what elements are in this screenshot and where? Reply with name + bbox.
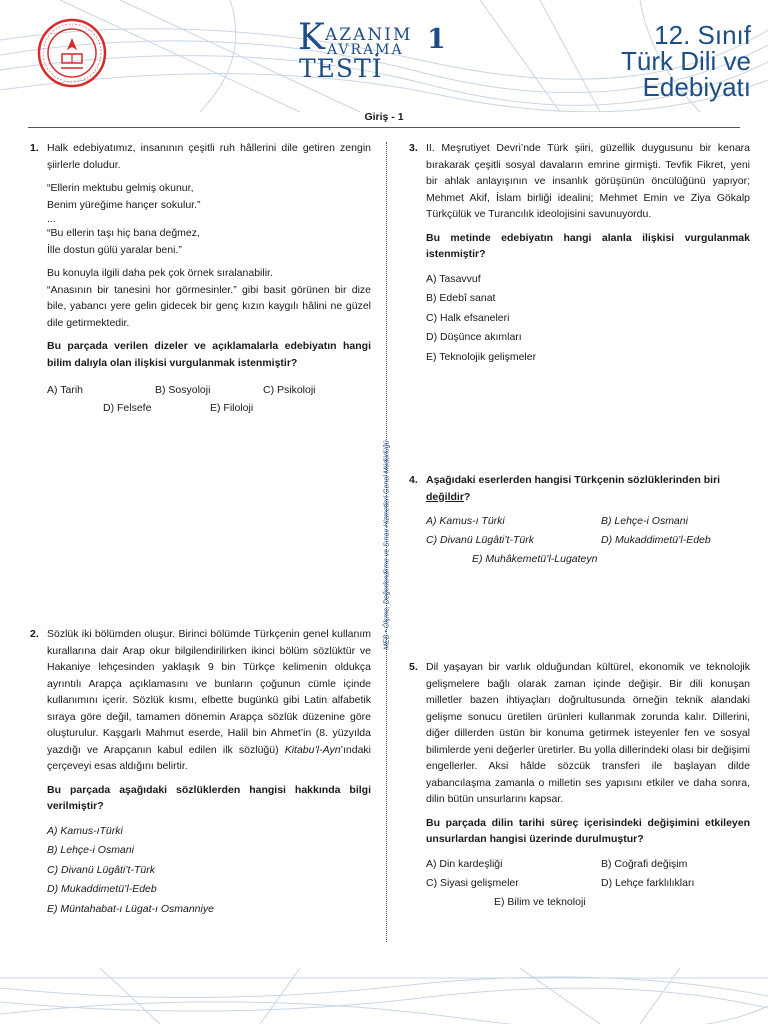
question-number: 4. bbox=[409, 474, 418, 486]
option-b[interactable]: B) Sosyoloji bbox=[155, 384, 211, 396]
option-a[interactable]: A) Din kardeşliği bbox=[426, 857, 503, 870]
course-title bbox=[621, 22, 751, 100]
question-number: 3. bbox=[409, 142, 418, 154]
option-e[interactable]: E) Filoloji bbox=[210, 402, 254, 414]
option-c[interactable]: C) Divanü Lügâti’t-Türk bbox=[47, 863, 155, 876]
option-e[interactable]: E) Bilim ve teknoloji bbox=[494, 895, 586, 908]
test-number: 1 bbox=[427, 24, 446, 55]
question-stem-start: Aşağıdaki eserlerden hangisi Türkçenin sözlüklerinden biri bbox=[426, 474, 721, 486]
option-a[interactable]: A) Tasavvuf bbox=[426, 272, 481, 285]
option-b[interactable]: B) Lehçe-i Osmani bbox=[601, 515, 688, 527]
course-title-line-3: Edebiyatı bbox=[642, 72, 751, 102]
option-b[interactable]: B) Coğrafi değişim bbox=[601, 857, 688, 870]
question-5 bbox=[409, 659, 750, 915]
question-4 bbox=[409, 472, 750, 572]
question-text bbox=[47, 626, 371, 775]
option-a[interactable]: A) Tarih bbox=[47, 384, 83, 396]
verse-ellipsis: ... bbox=[47, 213, 56, 225]
logo-testi: TESTİ bbox=[299, 54, 383, 83]
option-e[interactable]: E) Müntahabat-ı Lügat-ı Osmanniye bbox=[47, 902, 214, 915]
answer-options bbox=[426, 270, 750, 368]
question-number: 2. bbox=[30, 628, 39, 640]
verse-line: “Bu ellerin taşı hiç bana değmez, bbox=[47, 227, 200, 239]
option-c[interactable]: C) Psikoloji bbox=[263, 384, 316, 396]
question-stem bbox=[426, 472, 750, 505]
question-2 bbox=[30, 626, 371, 919]
section-divider bbox=[28, 127, 740, 128]
verse-line: İlle dostun gülü yaralar beni.” bbox=[47, 243, 182, 256]
option-d[interactable]: D) Felsefe bbox=[103, 402, 152, 414]
option-d[interactable]: D) Mukaddimetü’l-Edeb bbox=[47, 883, 157, 895]
verse-line: “Ellerin mektubu gelmiş okunur, bbox=[47, 182, 194, 194]
option-e[interactable]: E) Muhâkemetü’l-Lugateyn bbox=[472, 553, 598, 565]
publisher-side-text: MEB • Ölçme, Değerlendirme ve Sınav Hizmetleri Genel Müdürlüğü bbox=[383, 440, 391, 650]
page-header bbox=[0, 0, 768, 112]
work-title: Kitabu’l-Ayn bbox=[284, 743, 341, 756]
option-d[interactable]: D) Düşünce akımları bbox=[426, 331, 522, 343]
option-c[interactable]: C) Divanü Lügâti’t-Türk bbox=[426, 534, 534, 546]
course-title-line-2: Türk Dili ve bbox=[620, 46, 751, 76]
question-number: 5. bbox=[409, 661, 418, 673]
question-text: “Anasının bir tanesini hor görmesinler.” gibi basit görünen bir dize bile, yabancı yere gelin gidecek bir genç kızın kaygılı hâlini ne güzel dile getirmektedir. bbox=[47, 283, 371, 329]
question-number: 1. bbox=[30, 142, 39, 154]
option-d[interactable]: D) Lehçe farklılıkları bbox=[601, 876, 695, 889]
option-a[interactable]: A) Kamus-ıTürki bbox=[47, 824, 123, 837]
answer-options bbox=[426, 855, 750, 915]
question-text: Dil yaşayan bir varlık olduğundan kültürel, ekonomik ve teknolojik gelişmelere bağlı olarak zaman içinde değişir. Bir dili konuşan milletler bazen ihtiyaçları doğrultusunda örneğin teknik alandaki gelişme sonucu üretilen ürünleri kullanmak zorunda kalır. Dillerini, diğer dillerden üstün bir konuma getirmek isteyenler fen ve sosyal bilimlerde yeni değerler üretirler. Bu yolla dillerindeki olası bir değişimi engellerler. Aksi hâlde sözcük transferi ile başlayan dilde yabancılaşma zamanla o milletin ses yapısını etkiler ve daha sonra, dilin bütün unsurlarını kapsar. bbox=[426, 661, 750, 805]
logo-letter-k: K bbox=[298, 17, 325, 58]
question-stem-emphasis: değildir bbox=[426, 490, 464, 503]
logo-kavrama: AVRAMA bbox=[327, 42, 404, 58]
question-intro: Halk edebiyatımız, insanının çeşitli ruh hâllerini dile getiren zengin şiirlerle doludur. bbox=[47, 142, 371, 171]
verse-line: Benim yüreğime hançer sokulur.” bbox=[47, 198, 201, 211]
question-text-end: ’ındaki çerçeveyi esas aldığını belirtir. bbox=[47, 743, 371, 772]
logo-kazanim: AZANIM bbox=[325, 25, 413, 45]
ministry-seal-logo bbox=[37, 18, 107, 88]
section-title: Giriş - 1 bbox=[364, 111, 404, 123]
question-stem: Bu metinde edebiyatın hangi alanla ilişkisi vurgulanmak istenmiştir? bbox=[426, 231, 750, 260]
question-text: II. Meşrutiyet Devri’nde Türk şiiri, güzellik duygusunu bir kenara bırakarak çeşitli sosyal davaların emrine girmişti. Tevfik Fikret, yeni bir ahlak anlayışının ve insanlık görüşünün öncülüğünü yapıyor; Mehmet Akif, İslam birliği idealini; Mehmet Emin ve Ziya Gökalp Türkçülük ve Turancılık ideolojisini savunuyordu. bbox=[426, 142, 750, 220]
option-c[interactable]: C) Halk efsaneleri bbox=[426, 311, 510, 324]
question-stem: Bu parçada verilen dizeler ve açıklamalarla edebiyatın hangi bilim dalıyla olan ilişkisi vurgulanmak istenmiştir? bbox=[47, 340, 371, 369]
question-stem-end: ? bbox=[463, 490, 471, 503]
course-title-line-1: 12. Sınıf bbox=[654, 20, 751, 50]
option-d[interactable]: D) Mukaddimetü’l-Edeb bbox=[601, 534, 711, 546]
footer-decoration bbox=[0, 968, 768, 1024]
question-text: Bu konuyla ilgili daha pek çok örnek sıralanabilir. bbox=[47, 267, 273, 279]
option-b[interactable]: B) Lehçe-i Osmani bbox=[47, 844, 134, 856]
answer-options bbox=[47, 822, 371, 920]
answer-options bbox=[426, 512, 750, 572]
question-1 bbox=[30, 140, 371, 421]
option-a[interactable]: A) Kamus-ı Türki bbox=[426, 515, 505, 527]
option-b[interactable]: B) Edebî sanat bbox=[426, 292, 496, 304]
option-e[interactable]: E) Teknolojik gelişmeler bbox=[426, 350, 537, 363]
question-stem: Bu parçada aşağıdaki sözlüklerden hangisi hakkında bilgi verilmiştir? bbox=[47, 783, 371, 812]
answer-options bbox=[47, 381, 371, 421]
question-3 bbox=[409, 140, 750, 367]
question-text-main: Sözlük iki bölümden oluşur. Birinci bölümde Türkçenin genel kullanım kurallarına dair Arap okur bilgilendirilirken ikinci bölüm sözlüktür ve Hakaniye lehçesinden yaklaşık 9 bin Türkçe kelimenin oldukça ayrıntılı Arapça açıklamasını ve bunların çoğunun cümle içinde kullanımını içerir. Sözlük kısmı, elbette bugünkü gibi Latin alfabetik sıraya göre değil, tamamen dönemin Arapça sözlük düzenine göre oluşturulur. Kaşgarlı Mahmut eserde, Halil bin Ahmet’in (8. yüzyılda yazdığı ve Arapçanın kabul edilen ilk sözlüğü) bbox=[47, 628, 371, 756]
option-c[interactable]: C) Siyasi gelişmeler bbox=[426, 876, 519, 889]
question-stem: Bu parçada dilin tarihi süreç içerisindeki değişimini etkileyen unsurlardan hangisi üzerinde durulmuştur? bbox=[426, 816, 750, 845]
